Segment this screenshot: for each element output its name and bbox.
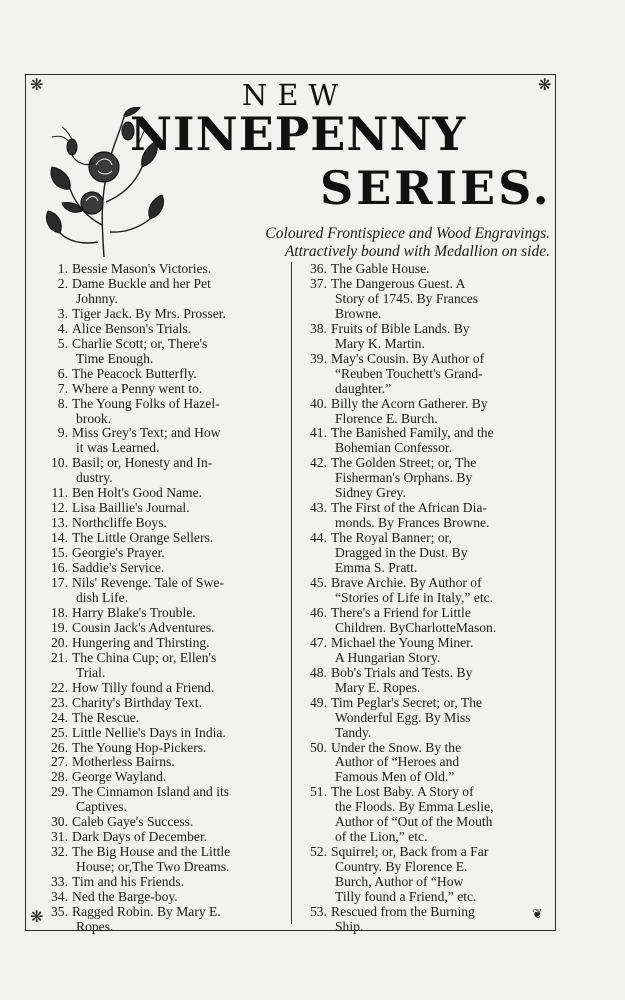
- book-title-block: [331, 905, 539, 935]
- book-number: 48.: [310, 664, 327, 680]
- book-title-block: [72, 337, 284, 367]
- book-title-block: [331, 322, 539, 352]
- book-title-line: Bessie Mason's Victories.: [72, 261, 212, 276]
- book-title-line: dustry.: [76, 470, 113, 486]
- book-list-item: [40, 875, 284, 890]
- book-number: 42.: [310, 455, 327, 471]
- book-list-item: [40, 905, 284, 935]
- title-ninepenny: NINEPENNY: [130, 107, 467, 161]
- book-title-block: [331, 277, 539, 322]
- book-title-line: Charity's Birthday Text.: [72, 694, 202, 710]
- book-title-line: The Little Orange Sellers.: [72, 530, 214, 546]
- subtitle-line-1: Coloured Frontispiece and Wood Engravings.: [265, 225, 550, 242]
- book-list-item: [40, 830, 284, 845]
- book-list-item: [40, 486, 284, 501]
- book-list-item: [40, 426, 284, 456]
- book-number: 33.: [51, 874, 68, 890]
- title-new: NEW: [241, 78, 349, 112]
- book-title-line: Fruits of Bible Lands. By: [331, 320, 470, 336]
- book-number: 46.: [310, 604, 327, 620]
- book-title-line: The Gable House.: [331, 261, 430, 276]
- corner-ornament-top-left: ❋: [30, 75, 44, 94]
- book-list-item: [299, 322, 539, 352]
- book-title-line: Where a Penny went to.: [72, 380, 203, 396]
- book-title-line: The Peacock Butterfly.: [72, 365, 197, 381]
- book-list-item: [40, 785, 284, 815]
- book-list-item: [40, 770, 284, 785]
- book-title-line: Brave Archie. By Author of: [331, 575, 482, 591]
- book-list-item: [40, 890, 284, 905]
- book-list-item: [299, 696, 539, 741]
- book-number: 38.: [310, 320, 327, 336]
- book-title-block: [72, 696, 284, 711]
- book-title-line: Dame Buckle and her Pet: [72, 275, 211, 291]
- book-list-item: [40, 636, 284, 651]
- book-list-item: [40, 621, 284, 636]
- book-title-line: Cousin Jack's Adventures.: [72, 619, 215, 635]
- book-title-block: [72, 741, 284, 756]
- book-title-line: The Rescue.: [72, 709, 140, 725]
- book-list-item: [299, 606, 539, 636]
- book-title-line: of the Lion,” etc.: [335, 829, 428, 845]
- book-number: 23.: [51, 694, 68, 710]
- book-title-line: House; or,The Two Dreams.: [76, 859, 230, 875]
- book-title-line: Dark Days of December.: [72, 829, 208, 845]
- book-number: 24.: [51, 709, 68, 725]
- book-title-block: [72, 606, 284, 621]
- book-title-line: Billy the Acorn Gatherer. By: [331, 395, 488, 411]
- corner-ornament-bottom-left: ❋: [30, 907, 44, 926]
- book-title-line: The Young Hop-Pickers.: [72, 739, 207, 755]
- book-title-block: [72, 636, 284, 651]
- book-number: 8.: [57, 395, 68, 411]
- book-number: 47.: [310, 634, 327, 650]
- book-number: 9.: [57, 425, 68, 441]
- book-list-item: [40, 651, 284, 681]
- book-title-block: [72, 726, 284, 741]
- book-title-block: [72, 890, 284, 905]
- book-number: 7.: [57, 380, 68, 396]
- book-number: 16.: [51, 560, 68, 576]
- book-title-line: Florence E. Burch.: [335, 410, 438, 426]
- book-title-block: [72, 621, 284, 636]
- book-title-block: [72, 546, 284, 561]
- book-title-block: [72, 755, 284, 770]
- book-number: 40.: [310, 395, 327, 411]
- book-title-block: [331, 426, 539, 456]
- book-list-item: [40, 815, 284, 830]
- book-title-line: Motherless Bairns.: [72, 754, 175, 770]
- book-number: 30.: [51, 814, 68, 830]
- book-title-block: [72, 397, 284, 427]
- book-number: 12.: [51, 500, 68, 516]
- book-title-line: Michael the Young Miner.: [331, 634, 474, 650]
- book-list-item: [40, 262, 284, 277]
- book-title-block: [72, 815, 284, 830]
- book-title-line: The Young Folks of Hazel-: [72, 395, 220, 411]
- book-number: 22.: [51, 679, 68, 695]
- book-title-line: Tilly found a Friend,” etc.: [335, 889, 477, 905]
- book-title-block: [72, 770, 284, 785]
- book-title-block: [72, 486, 284, 501]
- book-title-block: [331, 636, 539, 666]
- book-title-block: [331, 666, 539, 696]
- book-number: 51.: [310, 784, 327, 800]
- book-list-item: [299, 262, 539, 277]
- book-title-line: Children. ByCharlotteMason.: [335, 619, 497, 635]
- book-title-block: [331, 352, 539, 397]
- book-number: 27.: [51, 754, 68, 770]
- book-number: 21.: [51, 649, 68, 665]
- book-title-line: The Banished Family, and the: [331, 425, 494, 441]
- book-title-line: Ragged Robin. By Mary E.: [72, 903, 221, 919]
- book-title-line: Famous Men of Old.”: [335, 769, 455, 785]
- book-list-item: [299, 845, 539, 905]
- book-title-line: Miss Grey's Text; and How: [72, 425, 221, 441]
- book-list-item: [40, 516, 284, 531]
- book-title-block: [331, 845, 539, 905]
- book-title-line: Basil; or, Honesty and In-: [72, 455, 213, 471]
- book-title-line: The First of the African Dia-: [331, 500, 487, 516]
- book-title-line: Browne.: [335, 305, 382, 321]
- book-title-line: The Golden Street; or, The: [331, 455, 477, 471]
- book-number: 11.: [51, 485, 68, 501]
- book-list-item: [299, 576, 539, 606]
- book-title-block: [331, 741, 539, 786]
- book-title-line: Rescued from the Burning: [331, 903, 475, 919]
- book-title-line: Caleb Gaye's Success.: [72, 814, 194, 830]
- book-number: 34.: [51, 889, 68, 905]
- book-list-item: [40, 561, 284, 576]
- book-title-line: Tim and his Friends.: [72, 874, 185, 890]
- book-title-block: [72, 516, 284, 531]
- book-title-line: “Stories of Life in Italy,” etc.: [335, 589, 494, 605]
- book-list-item: [40, 681, 284, 696]
- book-title-line: Tim Peglar's Secret; or, The: [331, 694, 483, 710]
- book-number: 32.: [51, 844, 68, 860]
- book-title-block: [72, 307, 284, 322]
- book-number: 15.: [51, 545, 68, 561]
- book-title-line: Author of “Out of the Mouth: [335, 814, 493, 830]
- book-list-item: [40, 755, 284, 770]
- book-title-line: Mary E. Ropes.: [335, 679, 421, 695]
- book-title-line: The Dangerous Guest. A: [331, 275, 466, 291]
- book-title-line: Story of 1745. By Frances: [335, 290, 479, 306]
- book-title-line: Time Enough.: [76, 350, 154, 366]
- book-number: 49.: [310, 694, 327, 710]
- book-number: 35.: [51, 903, 68, 919]
- book-number: 31.: [51, 829, 68, 845]
- book-title-line: Bob's Trials and Tests. By: [331, 664, 473, 680]
- book-list-item: [40, 382, 284, 397]
- book-title-line: Captives.: [76, 799, 127, 815]
- book-list-item: [40, 531, 284, 546]
- book-title-line: dish Life.: [76, 589, 129, 605]
- book-number: 3.: [57, 305, 68, 321]
- book-list-item: [40, 696, 284, 711]
- book-title-block: [72, 875, 284, 890]
- book-title-line: Sidney Grey.: [335, 485, 406, 501]
- book-title-block: [331, 576, 539, 606]
- book-title-line: Mary K. Martin.: [335, 335, 425, 351]
- book-title-block: [331, 456, 539, 501]
- book-list-item: [40, 726, 284, 741]
- book-number: 29.: [51, 784, 68, 800]
- book-title-block: [331, 785, 539, 845]
- book-title-line: Under the Snow. By the: [331, 739, 462, 755]
- book-title-line: Lisa Baillie's Journal.: [72, 500, 190, 516]
- book-list-item: [40, 711, 284, 726]
- subtitle-line-2: Attractively bound with Medallion on side.: [284, 243, 550, 260]
- book-list-left-column: [40, 262, 284, 935]
- book-title-line: brook.: [76, 410, 112, 426]
- book-title-block: [331, 501, 539, 531]
- book-title-line: The China Cup; or, Ellen's: [72, 649, 217, 665]
- book-title-line: Charlie Scott; or, There's: [72, 335, 208, 351]
- book-title-block: [331, 397, 539, 427]
- book-title-line: Johnny.: [76, 290, 118, 306]
- book-list-item: [299, 741, 539, 786]
- book-list-item: [299, 426, 539, 456]
- book-title-block: [72, 322, 284, 337]
- book-list-item: [40, 546, 284, 561]
- book-title-line: Northcliffe Boys.: [72, 515, 167, 531]
- corner-ornament-top-right: ❋: [538, 75, 552, 94]
- book-list-item: [40, 576, 284, 606]
- book-title-line: The Royal Banner; or,: [331, 530, 453, 546]
- book-list-item: [40, 322, 284, 337]
- book-list-right-column: [299, 262, 539, 935]
- book-number: 4.: [57, 320, 68, 336]
- book-number: 26.: [51, 739, 68, 755]
- book-title-block: [72, 576, 284, 606]
- book-title-line: Emma S. Pratt.: [335, 560, 418, 576]
- book-title-line: Fisherman's Orphans. By: [335, 470, 473, 486]
- book-number: 18.: [51, 604, 68, 620]
- book-title-line: Ship.: [335, 918, 364, 934]
- book-list-item: [40, 456, 284, 486]
- book-title-line: Ned the Barge-boy.: [72, 889, 178, 905]
- book-title-line: Tandy.: [335, 724, 372, 740]
- book-title-line: May's Cousin. By Author of: [331, 350, 485, 366]
- book-title-block: [331, 606, 539, 636]
- book-title-block: [331, 262, 539, 277]
- book-list-item: [40, 501, 284, 516]
- book-title-line: There's a Friend for Little: [331, 604, 471, 620]
- book-number: 19.: [51, 619, 68, 635]
- book-number: 10.: [51, 455, 68, 471]
- book-title-line: Ropes.: [76, 918, 114, 934]
- book-title-line: daughter.”: [335, 380, 392, 396]
- book-title-line: Burch, Author of “How: [335, 874, 464, 890]
- book-list-item: [40, 307, 284, 322]
- column-divider: [291, 262, 292, 924]
- book-number: 1.: [57, 261, 68, 276]
- book-number: 13.: [51, 515, 68, 531]
- book-list-item: [299, 352, 539, 397]
- book-title-block: [331, 531, 539, 576]
- book-number: 43.: [310, 500, 327, 516]
- book-title-block: [72, 561, 284, 576]
- book-number: 6.: [57, 365, 68, 381]
- book-list-item: [40, 606, 284, 621]
- book-title-line: Saddie's Service.: [72, 560, 165, 576]
- book-title-block: [72, 830, 284, 845]
- book-title-block: [72, 845, 284, 875]
- book-title-line: Little Nellie's Days in India.: [72, 724, 226, 740]
- book-number: 41.: [310, 425, 327, 441]
- book-list-item: [299, 277, 539, 322]
- book-list-item: [40, 397, 284, 427]
- book-title-block: [72, 456, 284, 486]
- book-title-line: Georgie's Prayer.: [72, 545, 165, 561]
- book-list-item: [299, 501, 539, 531]
- book-title-line: Tiger Jack. By Mrs. Prosser.: [72, 305, 226, 321]
- book-number: 17.: [51, 575, 68, 591]
- book-title-line: Ben Holt's Good Name.: [72, 485, 203, 501]
- book-title-block: [72, 262, 284, 277]
- book-title-line: it was Learned.: [76, 440, 160, 456]
- book-list-item: [299, 531, 539, 576]
- book-title-line: Hungering and Thirsting.: [72, 634, 210, 650]
- book-number: 44.: [310, 530, 327, 546]
- book-number: 20.: [51, 634, 68, 650]
- book-title-line: Trial.: [76, 664, 106, 680]
- book-title-line: Wonderful Egg. By Miss: [335, 709, 471, 725]
- book-title-block: [72, 905, 284, 935]
- book-title-line: The Big House and the Little: [72, 844, 231, 860]
- book-title-line: Squirrel; or, Back from a Far: [331, 844, 489, 860]
- book-title-line: Alice Benson's Trials.: [72, 320, 192, 336]
- book-title-block: [72, 711, 284, 726]
- book-title-line: The Cinnamon Island and its: [72, 784, 230, 800]
- title-series: SERIES.: [320, 161, 552, 215]
- book-list-item: [299, 666, 539, 696]
- book-title-block: [72, 367, 284, 382]
- book-title-line: The Lost Baby. A Story of: [331, 784, 474, 800]
- book-title-line: Harry Blake's Trouble.: [72, 604, 196, 620]
- book-number: 50.: [310, 739, 327, 755]
- book-number: 14.: [51, 530, 68, 546]
- book-title-line: “Reuben Touchett's Grand-: [335, 365, 483, 381]
- book-title-block: [72, 426, 284, 456]
- book-title-line: Dragged in the Dust. By: [335, 545, 468, 561]
- book-title-line: Nils' Revenge. Tale of Swe-: [72, 575, 224, 591]
- book-number: 52.: [310, 844, 327, 860]
- book-title-block: [72, 277, 284, 307]
- book-list-item: [40, 277, 284, 307]
- book-number: 28.: [51, 769, 68, 785]
- book-number: 2.: [57, 275, 68, 291]
- book-list-item: [40, 337, 284, 367]
- book-title-block: [72, 651, 284, 681]
- book-title-block: [72, 382, 284, 397]
- book-title-block: [72, 681, 284, 696]
- book-title-block: [72, 501, 284, 516]
- book-list-item: [40, 845, 284, 875]
- book-title-line: George Wayland.: [72, 769, 167, 785]
- book-title-line: Bohemian Confessor.: [335, 440, 453, 456]
- book-list-item: [299, 397, 539, 427]
- book-title-line: monds. By Frances Browne.: [335, 515, 490, 531]
- book-list-item: [299, 785, 539, 845]
- book-number: 25.: [51, 724, 68, 740]
- book-title-block: [72, 531, 284, 546]
- book-number: 36.: [310, 261, 327, 276]
- book-list-item: [40, 367, 284, 382]
- book-list-item: [299, 456, 539, 501]
- book-title-line: Country. By Florence E.: [335, 859, 468, 875]
- book-number: 45.: [310, 575, 327, 591]
- book-title-block: [331, 696, 539, 741]
- book-title-line: How Tilly found a Friend.: [72, 679, 215, 695]
- book-number: 37.: [310, 275, 327, 291]
- book-number: 39.: [310, 350, 327, 366]
- book-title-block: [72, 785, 284, 815]
- book-number: 53.: [310, 903, 327, 919]
- book-number: 5.: [57, 335, 68, 351]
- book-title-line: the Floods. By Emma Leslie,: [335, 799, 494, 815]
- book-list-item: [299, 905, 539, 935]
- book-list-item: [299, 636, 539, 666]
- book-title-line: A Hungarian Story.: [335, 649, 441, 665]
- book-list-item: [40, 741, 284, 756]
- book-title-line: Author of “Heroes and: [335, 754, 460, 770]
- corner-ornament-bottom-right: ❦: [532, 907, 543, 922]
